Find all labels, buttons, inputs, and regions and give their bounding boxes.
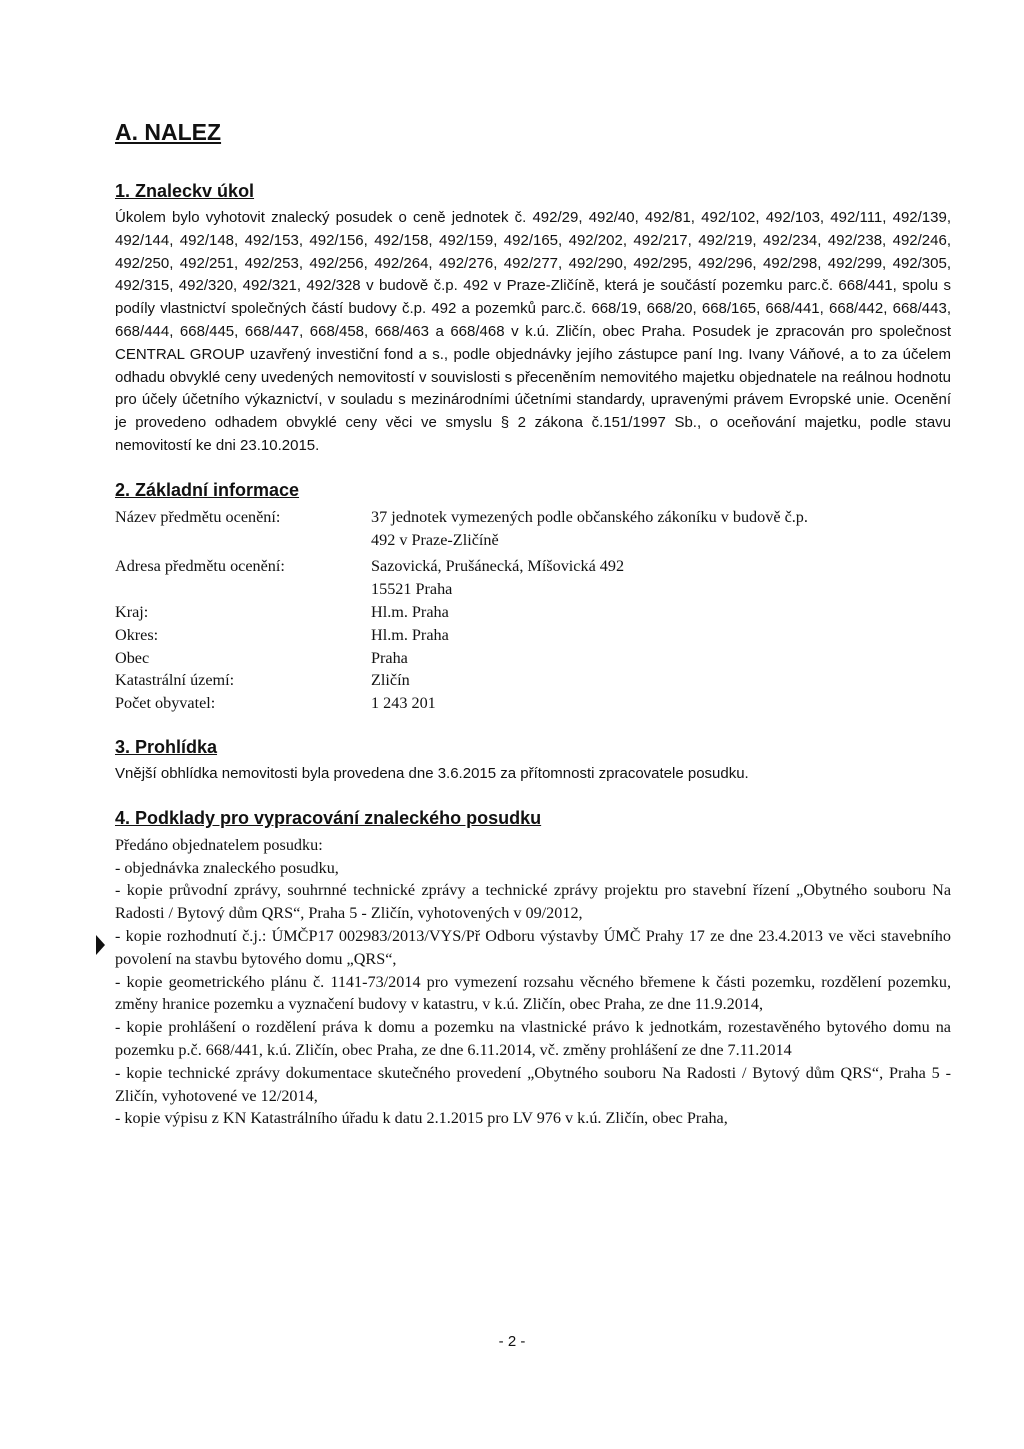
info-row: [115, 555, 951, 601]
info-row: [115, 647, 951, 670]
section-body: Vnější obhlídka nemovitosti byla provedena dne 3.6.2015 za přítomnosti zpracovatele posudku.: [115, 764, 749, 782]
margin-marker-icon: [96, 935, 105, 955]
page-number: - 2 -: [498, 1333, 526, 1350]
section-title: 3. Prohlídka: [115, 736, 218, 757]
list-item: - objednávka znaleckého posudku,: [115, 858, 339, 877]
info-label: Kraj:: [115, 602, 149, 621]
section-zakladni-informace: [115, 478, 951, 715]
info-row: [115, 601, 951, 624]
section-title: 4. Podklady pro vypracování znaleckého posudku: [115, 807, 542, 828]
section-title: 1. Znaleckv úkol: [115, 181, 255, 201]
info-value: [371, 555, 951, 601]
info-row: [115, 692, 951, 715]
info-value-line: Sazovická, Prušánecká, Míšovická 492: [371, 557, 625, 576]
info-value: Hl.m. Praha: [371, 602, 449, 621]
list-item: - kopie technické zprávy dokumentace skutečného provedení „Obytného souboru Na Radosti / Bytový dům QRS“, Praha 5 - Zličín, vyhotovené ve 12/2014,: [115, 1063, 951, 1105]
info-label: Obec: [115, 648, 150, 667]
list-item: - kopie průvodní zprávy, souhrnné technické zprávy a technické zprávy projektu pro stavební řízení „Obytného souboru Na Radosti / Bytový dům QRS“, Praha 5 - Zličín, vyhotovených v 09/2012,: [115, 881, 951, 923]
info-value: 1 243 201: [371, 694, 436, 713]
info-table: [115, 506, 951, 715]
section-title: 2. Základní informace: [115, 479, 300, 500]
info-value: Praha: [371, 648, 408, 667]
info-value: [371, 506, 951, 552]
list-item: - kopie výpisu z KN Katastrálního úřadu k datu 2.1.2015 pro LV 976 v k.ú. Zličín, obec Praha,: [115, 1109, 728, 1128]
info-label: Adresa předmětu ocenění:: [115, 557, 285, 576]
info-value: Zličín: [371, 671, 410, 690]
page-content: [115, 118, 951, 1150]
info-value-line: 15521 Praha: [371, 580, 453, 599]
section-intro: Předáno objednatelem posudku:: [115, 835, 323, 854]
info-label: Název předmětu ocenění:: [115, 507, 281, 526]
section-podklady: [115, 806, 951, 1130]
info-value-line: 492 v Praze-Zličíně: [371, 530, 499, 549]
info-row: [115, 624, 951, 647]
info-label: Okres:: [115, 625, 159, 644]
list-item: - kopie prohlášení o rozdělení práva k domu a pozemku na vlastnické právo k jednotkám, rozestavěného bytového domu na pozemku p.č. 668/441, k.ú. Zličín, obec Praha, ze dne 6.11.2014, vč. změny prohlášení ze dne 7.11.2014: [115, 1018, 951, 1059]
info-label: Katastrální území:: [115, 671, 235, 690]
info-value-line: 37 jednotek vymezených podle občanského zákoníku v budově č.p.: [371, 507, 808, 526]
document-heading: A. NALEZ: [115, 119, 222, 145]
section-body: Úkolem bylo vyhotovit znalecký posudek o ceně jednotek č. 492/29, 492/40, 492/81, 492/102, 492/103, 492/111, 492/139, 492/144, 492/148, 492/153, 492/156, 492/158, 492/159, 492/165, 492/202, 492/217, 492/219, 492/234, 492/238, 492/246, 492/250, 492/251, 492/253, 492/256, 492/264, 492/276, 492/277, 492/290, 492/295, 492/296, 492/298, 492/299, 492/305, 492/315, 492/320, 492/321, 492/328 v budově č.p. 492 v Praze-Zličíně, která je součástí pozemku parc.č. 668/441, spolu s podíly vlastnictví společných částí budovy č.p. 492 a pozemků parc.č. 668/19, 668/20, 668/165, 668/441, 668/442, 668/443, 668/444, 668/445, 668/447, 668/458, 668/463 a 668/468 v k.ú. Zličín, obec Praha. Posudek je zpracován pro společnost CENTRAL GROUP uzavřený investiční fond a s., podle objednávky jejího zástupce paní Ing. Ivany Váňové, a to za účelem odhadu obvyklé ceny uvedených nemovitostí v souvislosti s přeceněním nemovitého majetku objednatele na reálnou hodnotu pro účely účetního výkaznictví, v souladu s mezinárodními účetními standardy, upravenými právem Evropské unie. Ocenění je provedeno odhadem obvyklé ceny věci ve smyslu § 2 zákona č.151/1997 Sb., o oceňování majetku, podle stavu nemovitostí ke dni 23.10.2015.: [115, 209, 951, 454]
info-label: Počet obyvatel:: [115, 694, 216, 713]
info-row: [115, 506, 951, 552]
section-prohlidka: [115, 735, 951, 786]
list-item: - kopie rozhodnutí č.j.: ÚMČP17 002983/2013/VYS/Př Odboru výstavby ÚMČ Prahy 17 ze dne 23.4.2013 ve věci stavebního povolení na stavbu bytového domu „QRS“,: [115, 926, 951, 968]
section-znalecky-ukol: [115, 179, 951, 458]
list-item: - kopie geometrického plánu č. 1141-73/2014 pro vymezení rozsahu věcného břemene k části pozemku, rozdělení pozemku, změny hranice pozemku a vyznačení budovy v katastru, v k.ú. Zličín, obec Praha, ze dne 11.9.2014,: [115, 972, 951, 1014]
info-row: [115, 669, 951, 692]
info-value: Hl.m. Praha: [371, 625, 449, 644]
